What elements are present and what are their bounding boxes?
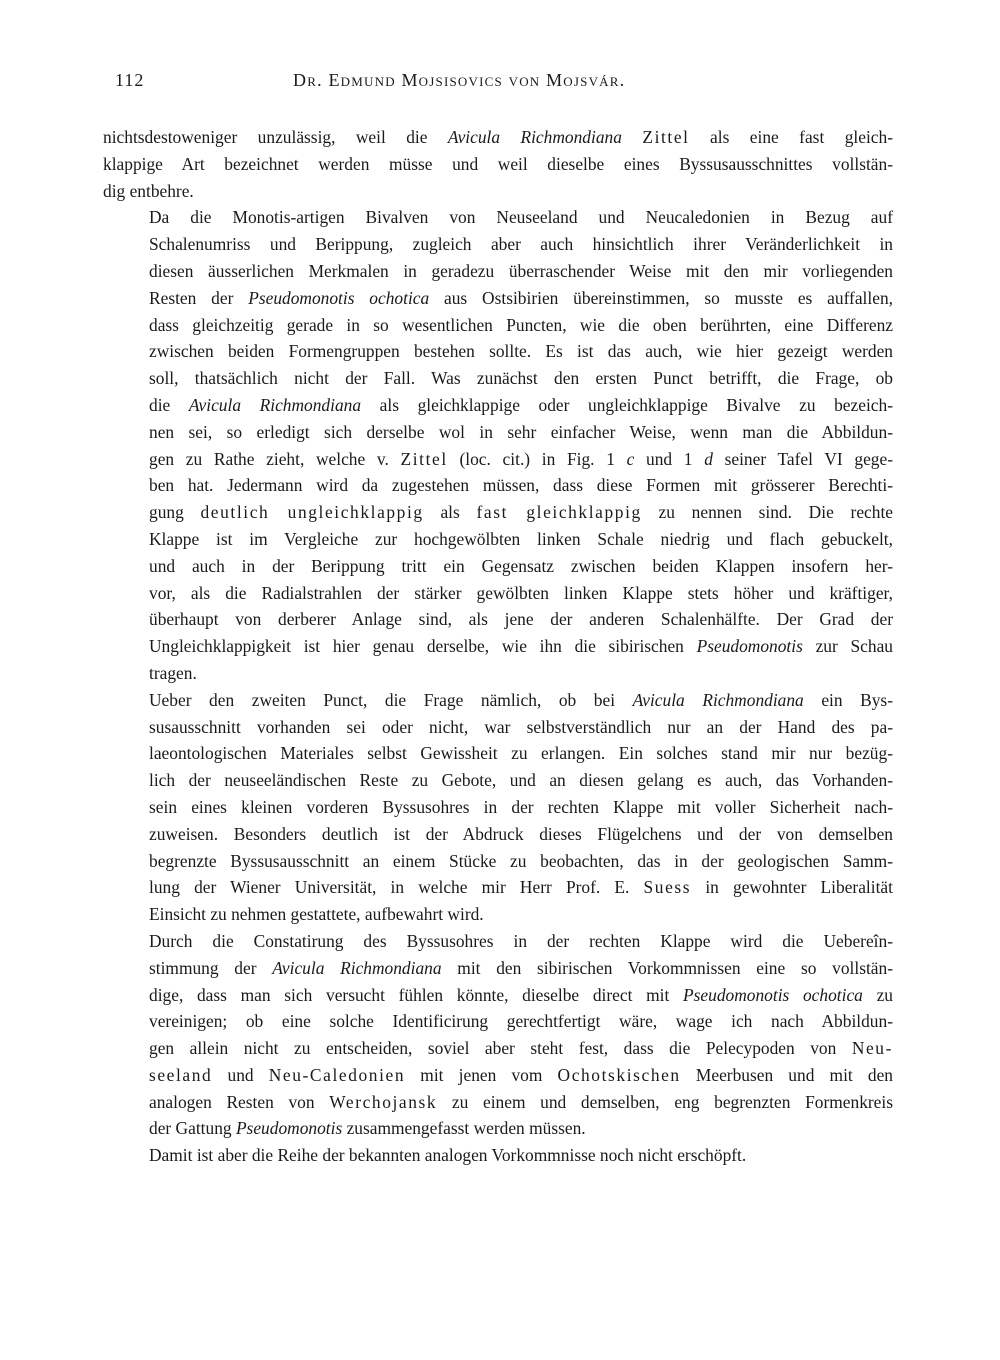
- text-run: dige, dass man sich versucht fühlen könnte, dieselbe direct mit: [149, 984, 684, 1005]
- text-line: [103, 901, 893, 928]
- text-line: [103, 365, 893, 392]
- text-run: begrenzte Byssusausschnitt an einem Stücke zu beobachten, das in der geologischen Samm-: [149, 850, 893, 871]
- text-run: die: [149, 394, 189, 415]
- body-text: [103, 124, 893, 1169]
- text-line: [103, 472, 893, 499]
- text-run: nichtsdestoweniger unzulässig, weil die: [103, 127, 448, 147]
- italic-taxon: Avicula Richmondiana: [272, 957, 442, 978]
- text-line: [103, 740, 893, 767]
- text-run: Damit ist aber die Reihe der bekannten analogen Vorkommnisse noch nicht erschöpft.: [149, 1145, 747, 1166]
- text-run: überhaupt von derberer Anlage sind, als jene der anderen Schalenhälfte. Der Grad der: [149, 609, 893, 630]
- text-run: laeontologischen Materiales selbst Gewissheit zu erlangen. Ein solches stand mir nur bezüg-: [149, 743, 893, 764]
- spaced-text: Werchojansk: [329, 1091, 438, 1112]
- page-number: 112: [115, 70, 145, 90]
- text-line: [103, 633, 893, 660]
- text-line: [103, 955, 893, 982]
- italic-taxon: Avicula Richmondiana: [632, 689, 804, 710]
- text-line: [103, 285, 893, 312]
- text-run: ein Bys-: [803, 689, 893, 710]
- text-run: zu nennen sind. Die rechte: [641, 502, 893, 523]
- spaced-text: Neu-Caledonien: [268, 1064, 406, 1085]
- text-run: Ueber den zweiten Punct, die Frage nämlich, ob bei: [149, 689, 633, 710]
- spaced-text: seeland: [149, 1064, 213, 1085]
- text-run: sein eines kleinen vorderen Byssusohres in der rechten Klappe mit voller Sicherheit nach-: [149, 796, 893, 817]
- text-line: [103, 580, 893, 607]
- text-run: tragen.: [149, 662, 197, 683]
- italic-taxon: Pseudomonotis ochotica: [248, 287, 430, 308]
- text-run: der Gattung: [149, 1118, 236, 1139]
- text-line: [103, 204, 893, 231]
- paragraph: [103, 1142, 893, 1169]
- text-run: Ungleichklappigkeit ist hier genau derselbe, wie ihn die sibirischen: [149, 636, 697, 657]
- italic-taxon: Pseudomonotis: [696, 636, 803, 657]
- text-run: dass gleichzeitig gerade in so wesentlichen Puncten, wie die oben berührten, eine Differenz: [149, 314, 893, 335]
- spaced-text: Zittel: [642, 127, 690, 147]
- text-line: [103, 392, 893, 419]
- text-line: [103, 499, 893, 526]
- text-run: und auch in der Berippung tritt ein Gegensatz zwischen beiden Klappen insofern her-: [149, 555, 893, 576]
- text-line: [103, 606, 893, 633]
- text-run: zu: [862, 984, 893, 1005]
- text-line: [103, 1062, 893, 1089]
- text-line: [103, 338, 893, 365]
- text-run: gen allein nicht zu entscheiden, soviel aber steht fest, dass die Pelecypoden von: [149, 1038, 852, 1059]
- text-line: [103, 1035, 893, 1062]
- paragraph: [103, 204, 893, 686]
- text-run: ben hat. Jedermann wird da zugestehen müssen, dass diese Formen mit grösserer Berechti-: [149, 475, 893, 496]
- text-line: [103, 928, 893, 955]
- text-run: analogen Resten von: [149, 1091, 330, 1112]
- text-run: zu einem und demselben, eng begrenzten Formenkreis: [437, 1091, 894, 1112]
- text-run: mit den sibirischen Vorkommnissen eine so vollstän-: [441, 957, 893, 978]
- text-run: lich der neuseeländischen Reste zu Gebote, und an diesen gelang es auch, das Vorhanden-: [149, 770, 893, 791]
- text-line: [103, 687, 893, 714]
- text-run: Resten der: [149, 287, 249, 308]
- text-line: [103, 982, 893, 1009]
- spaced-text: Zittel: [400, 448, 448, 469]
- text-line: [103, 419, 893, 446]
- text-run: (loc. cit.) in Fig. 1: [447, 448, 627, 469]
- text-line: [103, 767, 893, 794]
- text-line: [103, 446, 893, 473]
- text-run: vereinigen; ob eine solche Identificirung gerechtfertigt wäre, wage ich nach Abbildun-: [149, 1011, 893, 1032]
- text-line: [103, 821, 893, 848]
- text-run: gung: [149, 502, 201, 523]
- text-run: Einsicht zu nehmen gestattete, aufbewahrt wird.: [149, 904, 484, 925]
- text-run: diesen äusserlichen Merkmalen in geradezu überraschender Weise mit den mir vorliegenden: [149, 260, 893, 281]
- text-line: [103, 660, 893, 687]
- spaced-text: Ochotskischen: [557, 1064, 681, 1085]
- text-run: lung der Wiener Universität, in welche mir Herr Prof. E.: [149, 877, 644, 898]
- text-run: als gleichklappige oder ungleichklappige Bivalve zu bezeich-: [361, 394, 894, 415]
- text-run: und 1: [634, 448, 705, 469]
- page-header: [103, 70, 893, 100]
- text-line: [103, 231, 893, 258]
- text-run: Klappe ist im Vergleiche zur hochgewölbten linken Schale niedrig und flach gebuckelt,: [149, 528, 893, 549]
- text-run: zwischen beiden Formengruppen bestehen sollte. Es ist das auch, wie hier gezeigt werden: [149, 341, 893, 362]
- text-run: susausschnitt vorhanden sei oder nicht, war selbstverständlich nur an der Hand des pa-: [149, 716, 893, 737]
- text-run: zuweisen. Besonders deutlich ist der Abdruck dieses Flügelchens und der von demselben: [149, 823, 893, 844]
- italic-taxon: d: [704, 448, 713, 469]
- text-run: in gewohnter Liberalität: [691, 877, 893, 898]
- book-page: [103, 70, 893, 1169]
- spaced-text: fast gleichklappig: [476, 502, 642, 523]
- text-run: zusammengefasst werden müssen.: [342, 1118, 586, 1139]
- text-run: gen zu Rathe zieht, welche v.: [149, 448, 401, 469]
- text-run: nen sei, so erledigt sich derselbe wol in sehr einfacher Weise, wenn man die Abbildun-: [149, 421, 893, 442]
- text-line: [103, 553, 893, 580]
- text-run: zur Schau: [802, 636, 893, 657]
- text-line: [103, 258, 893, 285]
- text-run: mit jenen vom: [405, 1064, 558, 1085]
- text-run: Durch die Constatirung des Byssusohres in der rechten Klappe wird die Uebereîn-: [149, 930, 893, 951]
- text-line: [103, 151, 893, 178]
- italic-taxon: Pseudomonotis: [235, 1118, 343, 1139]
- text-run: [622, 127, 642, 147]
- italic-taxon: c: [626, 448, 635, 469]
- spaced-text: Neu-: [851, 1038, 893, 1059]
- text-run: seiner Tafel VI gege-: [712, 448, 893, 469]
- text-line: [103, 1142, 893, 1169]
- text-run: dig entbehre.: [103, 180, 194, 201]
- italic-taxon: Avicula Richmondiana: [447, 127, 622, 147]
- text-line: [103, 794, 893, 821]
- text-line: [103, 714, 893, 741]
- text-run: und: [212, 1064, 269, 1085]
- text-line: [103, 526, 893, 553]
- text-run: soll, thatsächlich nicht der Fall. Was zunächst den ersten Punct betrifft, die Frage, ob: [149, 368, 893, 389]
- italic-taxon: Avicula Richmondiana: [188, 394, 362, 415]
- text-run: Schalenumriss und Berippung, zugleich aber auch hinsichtlich ihrer Veränderlichkeit in: [149, 234, 893, 255]
- text-run: als: [423, 502, 477, 523]
- text-run: klappige Art bezeichnet werden müsse und weil dieselbe eines Byssusausschnittes vollstän-: [103, 153, 893, 174]
- paragraph: [103, 687, 893, 928]
- text-line: [103, 124, 893, 151]
- italic-taxon: Pseudomonotis ochotica: [683, 984, 863, 1005]
- paragraph: [103, 124, 893, 204]
- spaced-text: deutlich ungleichklappig: [200, 502, 424, 523]
- text-run: stimmung der: [149, 957, 273, 978]
- text-run: als eine fast gleich-: [689, 127, 893, 147]
- text-line: [103, 1115, 893, 1142]
- paragraph: [103, 928, 893, 1142]
- spaced-text: Suess: [643, 877, 692, 898]
- text-line: [103, 874, 893, 901]
- text-run: vor, als die Radialstrahlen der stärker gewölbten linken Klappe stets höher und kräftiger,: [149, 582, 893, 603]
- text-run: Da die Monotis-artigen Bivalven von Neuseeland und Neucaledonien in Bezug auf: [149, 207, 893, 228]
- running-title: Dr. Edmund Mojsisovics von Mojsvár.: [293, 70, 626, 90]
- text-line: [103, 1089, 893, 1116]
- text-line: [103, 178, 893, 205]
- text-line: [103, 312, 893, 339]
- text-run: Meerbusen und mit den: [680, 1064, 894, 1085]
- text-line: [103, 848, 893, 875]
- text-run: aus Ostsibirien übereinstimmen, so musste es auffallen,: [429, 287, 893, 308]
- text-line: [103, 1008, 893, 1035]
